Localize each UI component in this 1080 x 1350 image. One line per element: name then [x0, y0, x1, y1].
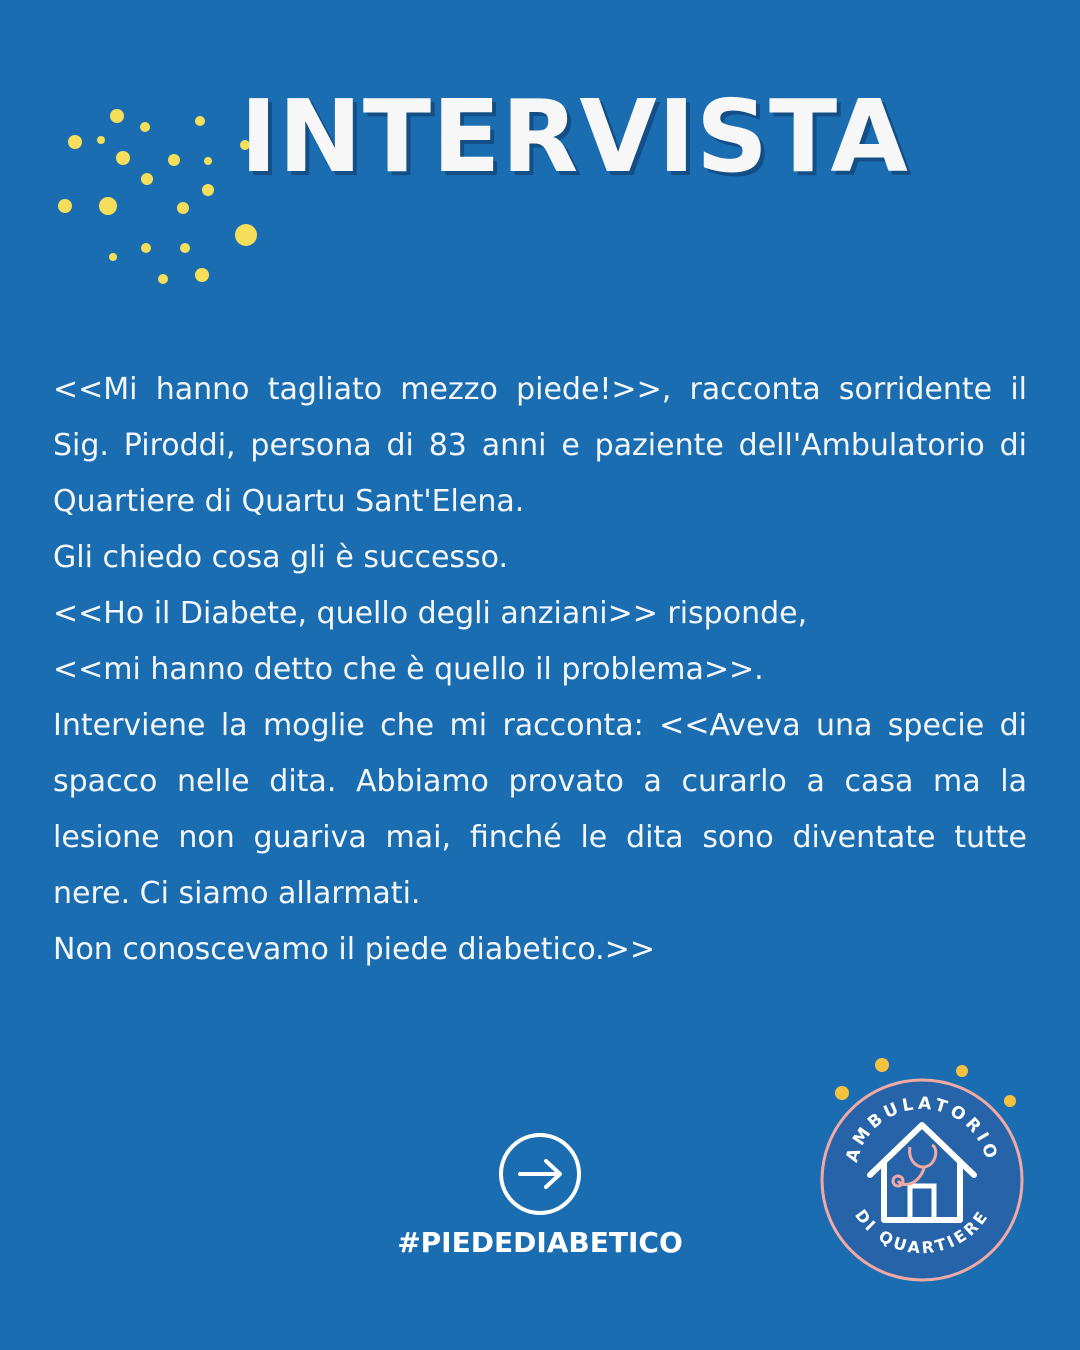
paragraph-2: Gli chiedo cosa gli è successo. — [53, 540, 509, 575]
paragraph-3: <<Ho il Diabete, quello degli anziani>> risponde, — [53, 596, 808, 631]
interview-text — [53, 362, 1027, 978]
paragraph-4: <<mi hanno detto che è quello il problema>>. — [53, 652, 764, 687]
decorative-dots — [50, 100, 270, 290]
paragraph-6: Non conoscevamo il piede diabetico.>> — [53, 932, 655, 967]
paragraph-1: <<Mi hanno tagliato mezzo piede!>>, racconta sorridente il Sig. Piroddi, persona di 83 anni e paziente dell'Ambulatorio di Quartiere di Quartu Sant'Elena. — [53, 372, 1027, 519]
page-title: INTERVISTA — [240, 78, 909, 195]
ambulatorio-logo — [812, 1055, 1032, 1285]
arrow-right-circle-icon — [498, 1132, 582, 1216]
hashtag: #PIEDEDIABETICO — [397, 1226, 683, 1259]
logo-top-text: AMBULATORIO — [842, 1093, 1002, 1165]
next-button[interactable] — [498, 1132, 582, 1216]
logo-bottom-text: DI QUARTIERE — [851, 1205, 993, 1258]
paragraph-5: Interviene la moglie che mi racconta: <<Aveva una specie di spacco nelle dita. Abbiamo provato a curarlo a casa ma la lesione non guariva mai, finché le dita sono diventate tutte nere. Ci siamo allarmati. — [53, 708, 1027, 911]
